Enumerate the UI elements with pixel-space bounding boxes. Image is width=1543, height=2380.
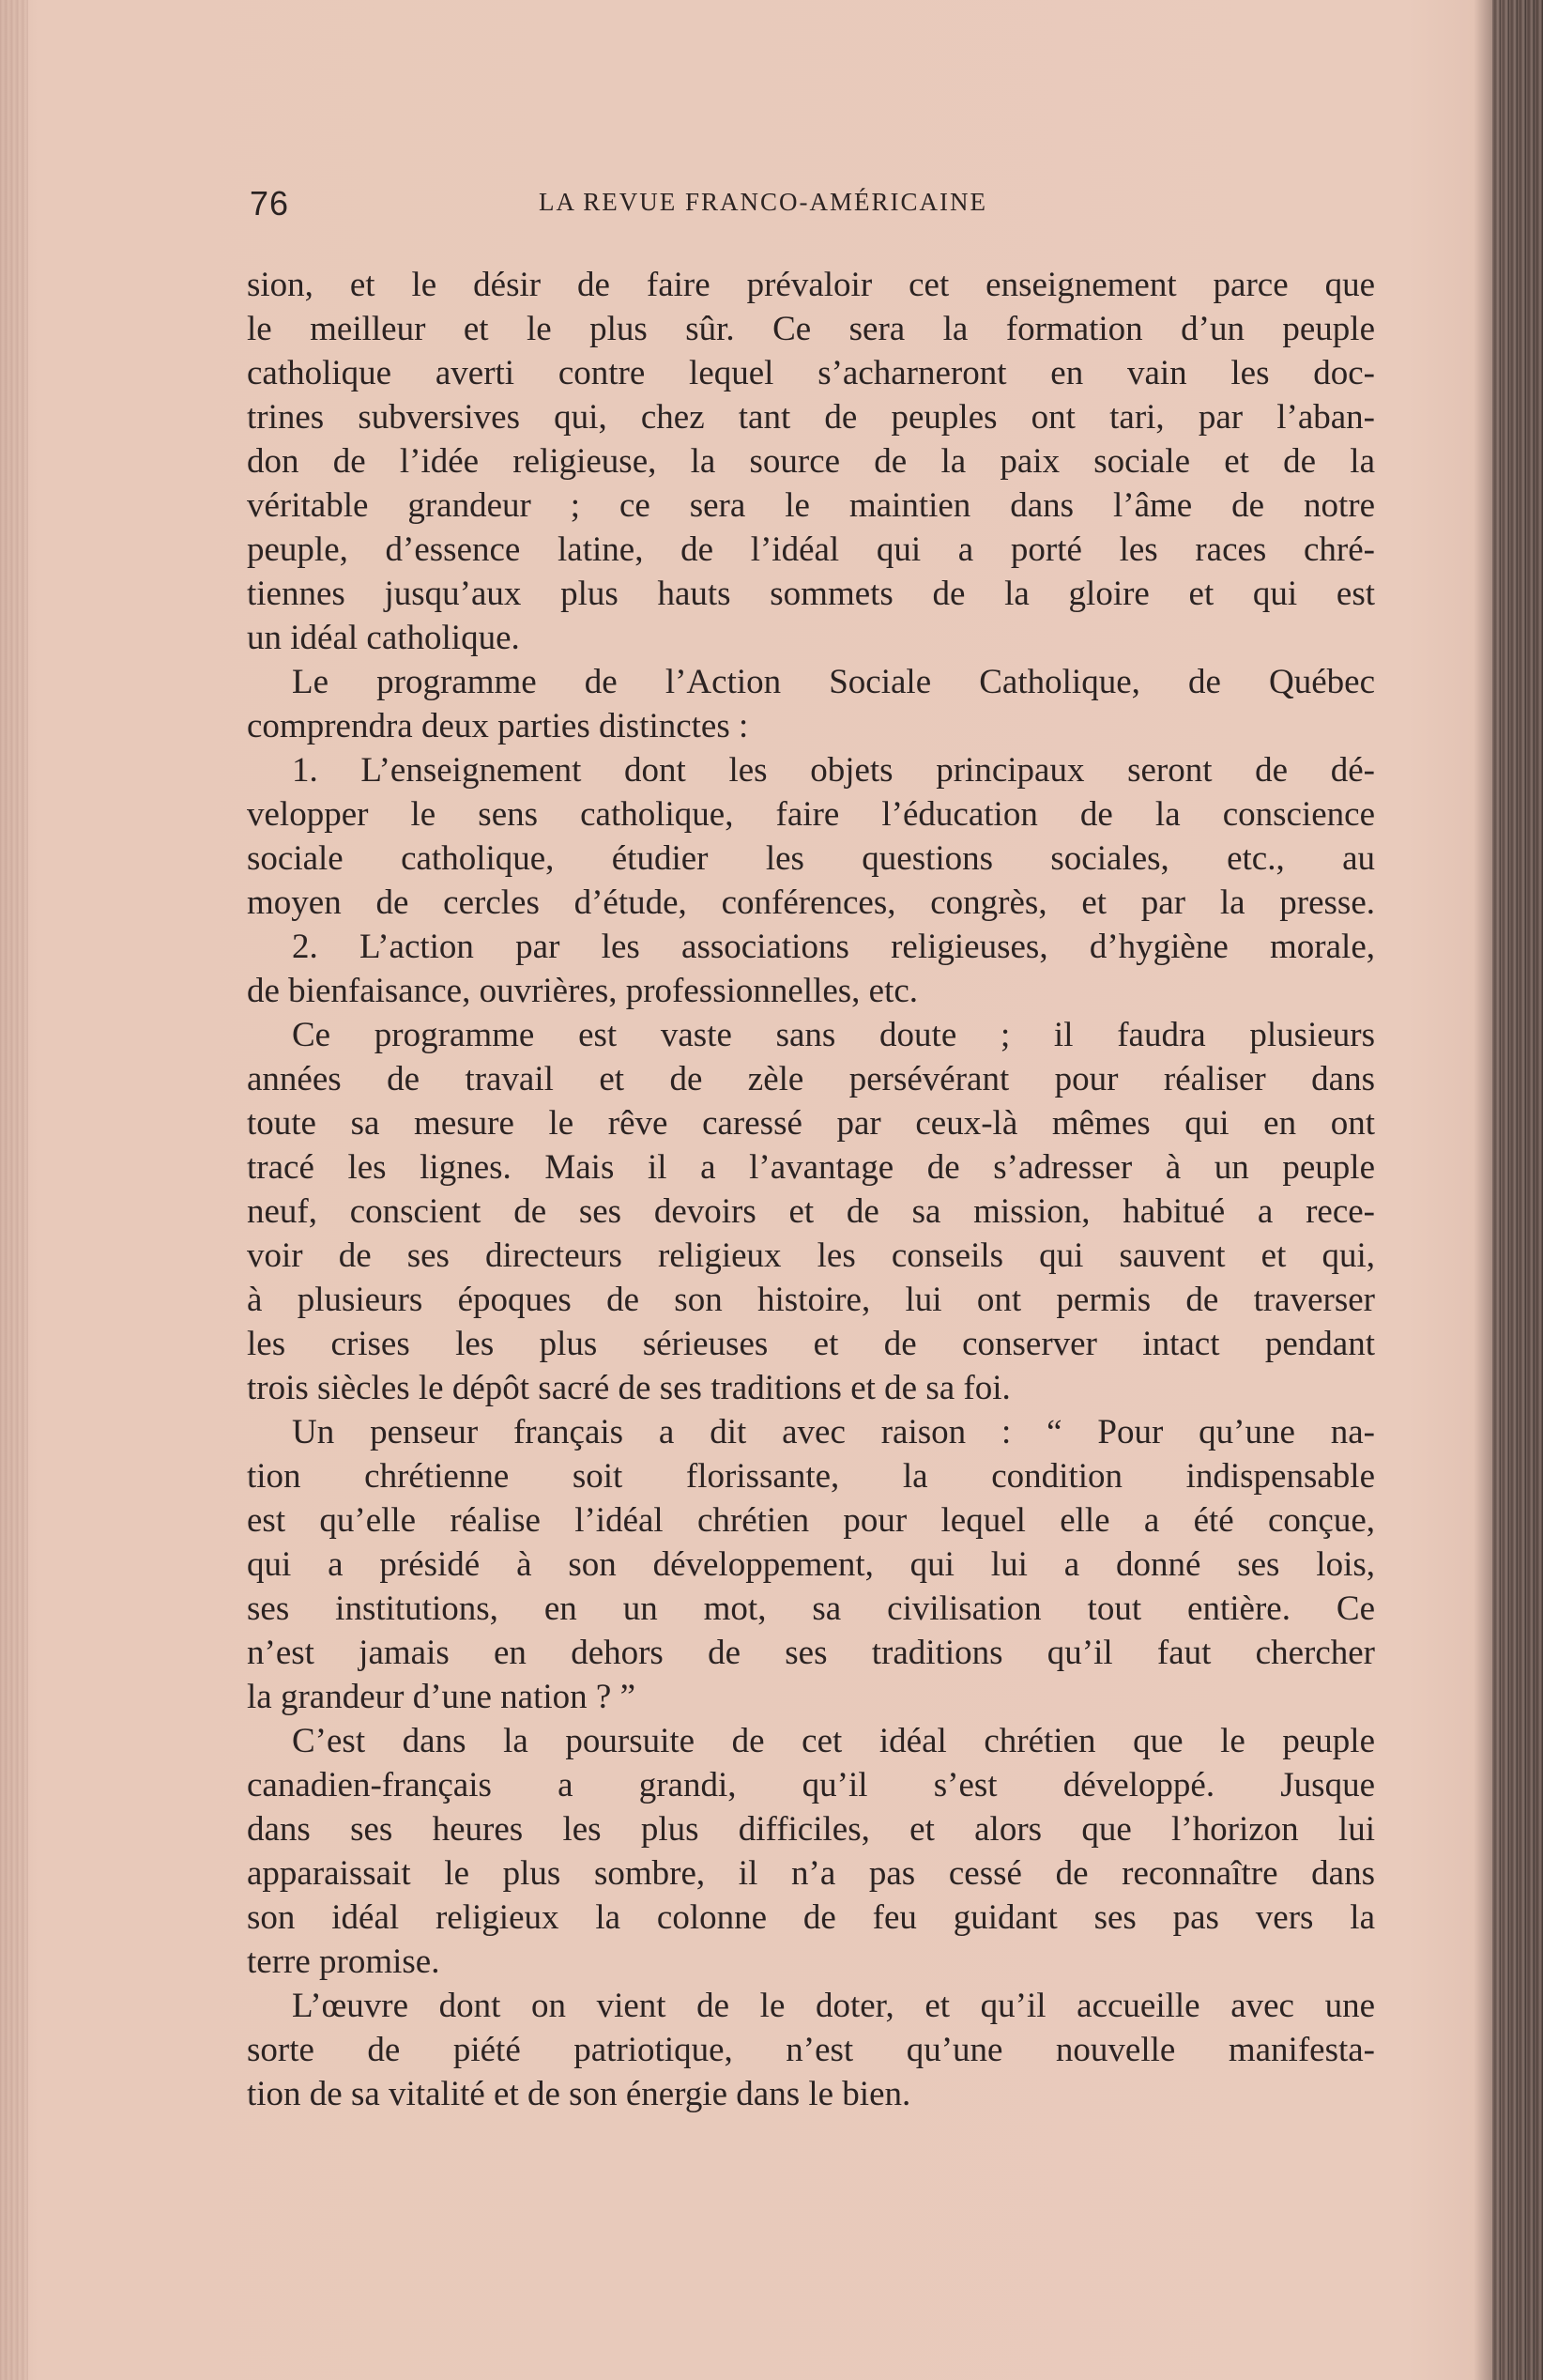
page-header bbox=[250, 184, 1387, 229]
text-line: les crises les plus sérieuses et de conserver intact pendant bbox=[247, 1325, 1375, 1363]
text-line: velopper le sens catholique, faire l’éducation de la conscience bbox=[247, 795, 1375, 834]
text-line: Le programme de l’Action Sociale Catholique, de Québec bbox=[292, 663, 1375, 701]
text-line: de bienfaisance, ouvrières, professionnelles, etc. bbox=[247, 972, 919, 1010]
text-line: un idéal catholique. bbox=[247, 619, 520, 657]
text-line: tion chrétienne soit florissante, la condition indispensable bbox=[247, 1457, 1375, 1496]
text-line: neuf, conscient de ses devoirs et de sa mission, habitué a rece- bbox=[247, 1192, 1375, 1231]
text-line: à plusieurs époques de son histoire, lui ont permis de traverser bbox=[247, 1281, 1375, 1319]
text-line: 2. L’action par les associations religieuses, d’hygiène morale, bbox=[292, 928, 1375, 966]
text-line: tiennes jusqu’aux plus hauts sommets de la gloire et qui est bbox=[247, 575, 1375, 613]
text-line: terre promise. bbox=[247, 1942, 440, 1981]
text-line: n’est jamais en dehors de ses traditions qu’il faut chercher bbox=[247, 1634, 1375, 1672]
text-line: trois siècles le dépôt sacré de ses traditions et de sa foi. bbox=[247, 1369, 1011, 1407]
text-line: sion, et le désir de faire prévaloir cet enseignement parce que bbox=[247, 266, 1375, 304]
text-line: trines subversives qui, chez tant de peuples ont tari, par l’aban- bbox=[247, 398, 1375, 437]
page-number: 76 bbox=[250, 184, 290, 223]
text-line: Un penseur français a dit avec raison : “ Pour qu’une na- bbox=[292, 1413, 1375, 1451]
text-line: sociale catholique, étudier les questions sociales, etc., au bbox=[247, 839, 1375, 878]
page-edge-stack bbox=[1492, 0, 1543, 2380]
text-line: sorte de piété patriotique, n’est qu’une nouvelle manifesta- bbox=[247, 2031, 1375, 2069]
text-line: L’œuvre dont on vient de le doter, et qu’il accueille avec une bbox=[292, 1987, 1375, 2025]
text-line: la grandeur d’une nation ? ” bbox=[247, 1678, 636, 1716]
text-line: années de travail et de zèle persévérant pour réaliser dans bbox=[247, 1060, 1375, 1098]
text-line: qui a présidé à son développement, qui lui a donné ses lois, bbox=[247, 1545, 1375, 1584]
text-line: toute sa mesure le rêve caressé par ceux-là mêmes qui en ont bbox=[247, 1104, 1375, 1143]
text-line: Ce programme est vaste sans doute ; il faudra plusieurs bbox=[292, 1016, 1375, 1054]
text-line: 1. L’enseignement dont les objets principaux seront de dé- bbox=[292, 751, 1375, 790]
page-gutter bbox=[0, 0, 28, 2380]
text-line: C’est dans la poursuite de cet idéal chrétien que le peuple bbox=[292, 1722, 1375, 1760]
text-line: dans ses heures les plus difficiles, et alors que l’horizon lui bbox=[247, 1810, 1375, 1849]
text-line: moyen de cercles d’étude, conférences, congrès, et par la presse. bbox=[247, 883, 1375, 922]
text-line: voir de ses directeurs religieux les conseils qui sauvent et qui, bbox=[247, 1236, 1375, 1275]
text-line: peuple, d’essence latine, de l’idéal qui a porté les races chré- bbox=[247, 530, 1375, 569]
text-line: apparaissait le plus sombre, il n’a pas cessé de reconnaître dans bbox=[247, 1854, 1375, 1893]
text-line: est qu’elle réalise l’idéal chrétien pour lequel elle a été conçue, bbox=[247, 1501, 1375, 1540]
running-head: LA REVUE FRANCO-AMÉRICAINE bbox=[539, 188, 988, 216]
text-line: véritable grandeur ; ce sera le maintien dans l’âme de notre bbox=[247, 486, 1375, 525]
text-line: ses institutions, en un mot, sa civilisation tout entière. Ce bbox=[247, 1589, 1375, 1628]
body-text bbox=[247, 263, 1375, 2116]
text-line: tracé les lignes. Mais il a l’avantage de s’adresser à un peuple bbox=[247, 1148, 1375, 1187]
text-line: comprendra deux parties distinctes : bbox=[247, 707, 749, 745]
text-line: le meilleur et le plus sûr. Ce sera la formation d’un peuple bbox=[247, 310, 1375, 348]
text-line: son idéal religieux la colonne de feu guidant ses pas vers la bbox=[247, 1898, 1375, 1937]
text-line: catholique averti contre lequel s’acharneront en vain les doc- bbox=[247, 354, 1375, 392]
text-line: canadien-français a grandi, qu’il s’est développé. Jusque bbox=[247, 1766, 1375, 1804]
text-line: don de l’idée religieuse, la source de la paix sociale et de la bbox=[247, 442, 1375, 481]
text-line: tion de sa vitalité et de son énergie dans le bien. bbox=[247, 2075, 911, 2113]
